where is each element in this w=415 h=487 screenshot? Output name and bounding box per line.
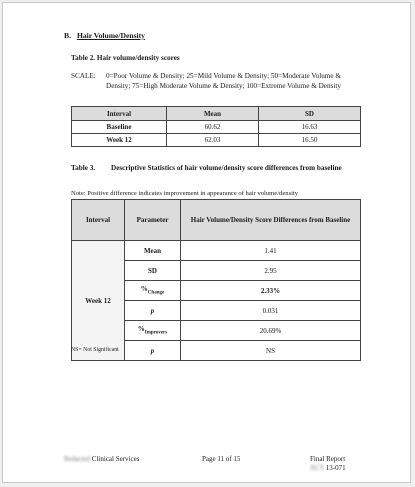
table2-cell: 16.63 — [259, 121, 361, 134]
table3-value-cell: NS — [181, 341, 361, 361]
section-title: Hair Volume/Density — [76, 31, 145, 40]
redacted-report-prefix: XCT — [310, 464, 324, 472]
footer-report — [310, 455, 346, 473]
table2-cell: 62.03 — [167, 134, 259, 147]
table3-caption-text: Descriptive Statistics of hair volume/density score differences from baseline — [111, 164, 342, 172]
footnote: NS= Not Significant — [71, 347, 119, 353]
table3-value-cell: 2.95 — [181, 261, 361, 281]
section-letter: B. — [64, 31, 71, 40]
footer-report-code: 13-071 — [325, 464, 346, 472]
table2-cell: 60.62 — [167, 121, 259, 134]
redacted-company-name: Redacted — [64, 455, 91, 463]
table3-interval-cell: Week 12 — [72, 241, 125, 361]
table3-param-cell — [125, 281, 181, 301]
table-row — [72, 121, 361, 134]
section-heading — [64, 31, 145, 40]
table2-header-mean: Mean — [167, 107, 259, 121]
table3-note: Note: Positive difference indicates improvement in appearance of hair volume/density — [71, 190, 299, 197]
table2-header-row — [72, 107, 361, 121]
table3-header-interval: Interval — [72, 200, 125, 241]
table-row — [72, 241, 361, 261]
footer-report-title: Final Report — [310, 455, 346, 463]
table3-header-differences: Hair Volume/Density Score Differences from Baseline — [181, 200, 361, 241]
table2 — [71, 106, 361, 147]
table2-caption: Table 2. Hair volume/density scores — [71, 54, 180, 62]
table3 — [71, 199, 361, 361]
table3-param-symbol: % — [137, 325, 145, 334]
footer-company-suffix: Clinical Services — [91, 455, 140, 463]
table3-param-cell — [125, 321, 181, 341]
footer-page-number: Page 11 of 15 — [202, 455, 241, 463]
table2-header-interval: Interval — [72, 107, 167, 121]
footer-company — [64, 455, 139, 463]
table3-caption-number: Table 3. — [71, 164, 96, 172]
table3-param-cell: p — [125, 301, 181, 321]
table3-param-cell: p — [125, 341, 181, 361]
table3-value-cell: 2.33% — [181, 281, 361, 301]
table3-param-cell: Mean — [125, 241, 181, 261]
table3-param-subscript: Change — [147, 290, 165, 296]
table3-header-row — [72, 200, 361, 241]
table3-value-cell: 20.69% — [181, 321, 361, 341]
table2-cell: 16.50 — [259, 134, 361, 147]
table-row — [72, 134, 361, 147]
table3-value-cell: 0.031 — [181, 301, 361, 321]
table3-param-symbol: % — [140, 285, 148, 294]
document-page — [2, 2, 411, 483]
table2-header-sd: SD — [259, 107, 361, 121]
table3-value-cell: 1.41 — [181, 241, 361, 261]
table2-cell: Week 12 — [72, 134, 167, 147]
table3-param-subscript: Improvers — [144, 330, 168, 336]
table2-cell: Baseline — [72, 121, 167, 134]
scale-text: 0=Poor Volume & Density; 25=Mild Volume & Density; 50=Moderate Volume & Density; 75=High Moderate Volume & Density; 100=Extreme Volume & Density — [106, 72, 341, 90]
table3-param-cell: SD — [125, 261, 181, 281]
table3-header-parameter: Parameter — [125, 200, 181, 241]
footer-report-code-line — [310, 464, 346, 473]
scale-label: SCALE: — [71, 72, 96, 80]
